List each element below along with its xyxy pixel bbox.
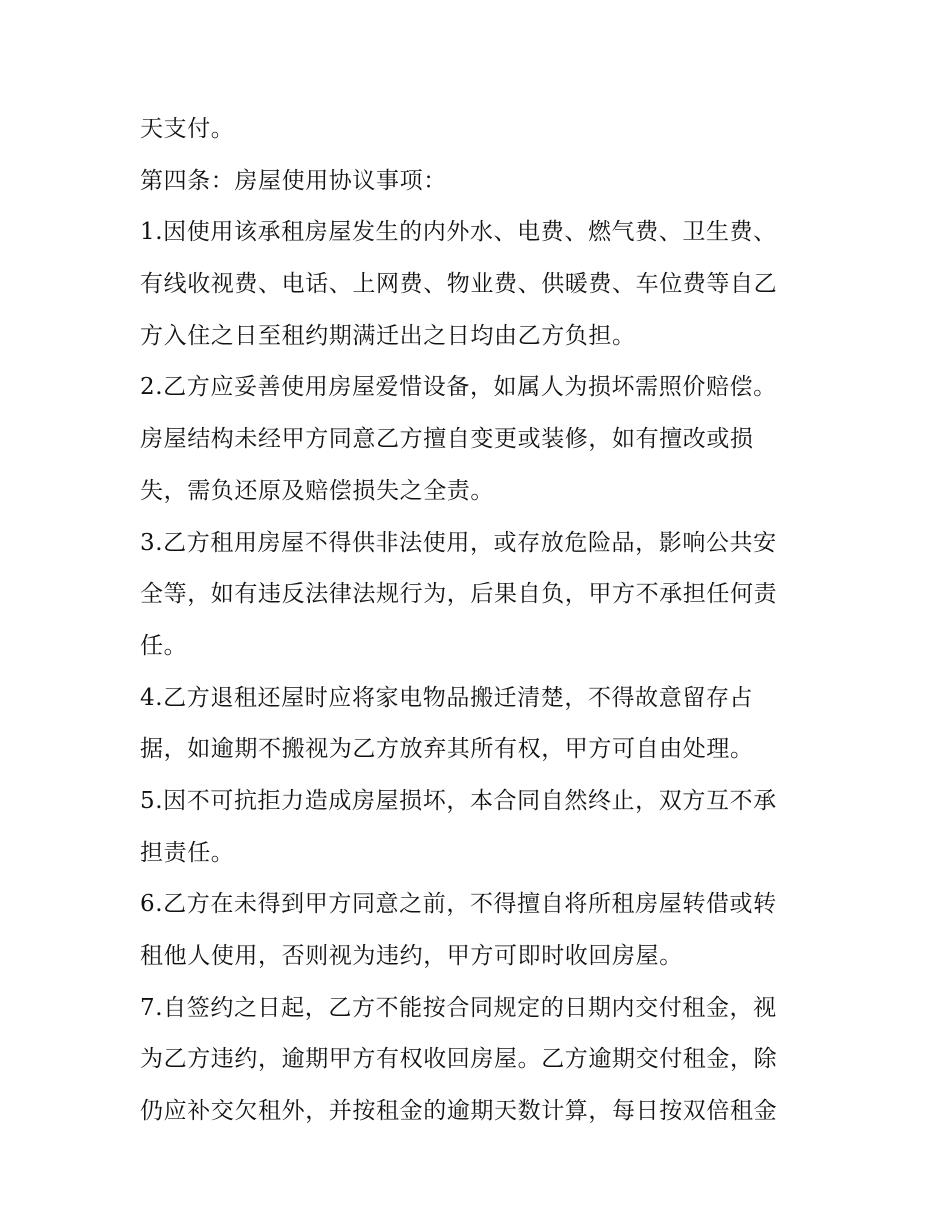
text-line: 天支付。 (140, 116, 235, 142)
section-heading: 第四条：房屋使用协议事项： (140, 167, 447, 194)
contract-text (140, 104, 820, 1138)
text-line: 4.乙方退租还屋时应将家电物品搬迁清楚，不得故意留存占 (140, 684, 754, 711)
text-line: 仍应补交欠租外，并按租金的逾期天数计算，每日按双倍租金 (140, 1098, 778, 1125)
text-line: 据，如逾期不搬视为乙方放弃其所有权，甲方可自由处理。 (140, 736, 754, 763)
text-line: 有线收视费、电话、上网费、物业费、供暖费、车位费等自乙 (140, 271, 778, 298)
text-line: 1.因使用该承租房屋发生的内外水、电费、燃气费、卫生费、 (140, 219, 777, 246)
text-line: 担责任。 (140, 839, 235, 866)
text-line: 3.乙方租用房屋不得供非法使用，或存放危险品，影响公共安 (140, 529, 777, 556)
text-line: 5.因不可抗拒力造成房屋损坏，本合同自然终止，双方互不承 (140, 787, 777, 814)
text-line: 租他人使用，否则视为违约，甲方可即时收回房屋。 (140, 943, 683, 969)
text-line: 6.乙方在未得到甲方同意之前，不得擅自将所租房屋转借或转 (140, 891, 777, 918)
text-line: 方入住之日至租约期满迁出之日均由乙方负担。 (140, 322, 636, 349)
text-line: 为乙方违约，逾期甲方有权收回房屋。乙方逾期交付租金，除 (140, 1046, 778, 1073)
text-line: 7.自签约之日起，乙方不能按合同规定的日期内交付租金，视 (140, 994, 777, 1021)
text-line: 2.乙方应妥善使用房屋爱惜设备，如属人为损坏需照价赔偿。 (140, 374, 777, 401)
text-line: 失，需负还原及赔偿损失之全责。 (140, 477, 494, 504)
text-line: 任。 (140, 632, 188, 659)
text-line: 全等，如有违反法律法规行为，后果自负，甲方不承担任何责 (140, 581, 778, 608)
text-line: 房屋结构未经甲方同意乙方擅自变更或装修，如有擅改或损 (140, 426, 754, 453)
